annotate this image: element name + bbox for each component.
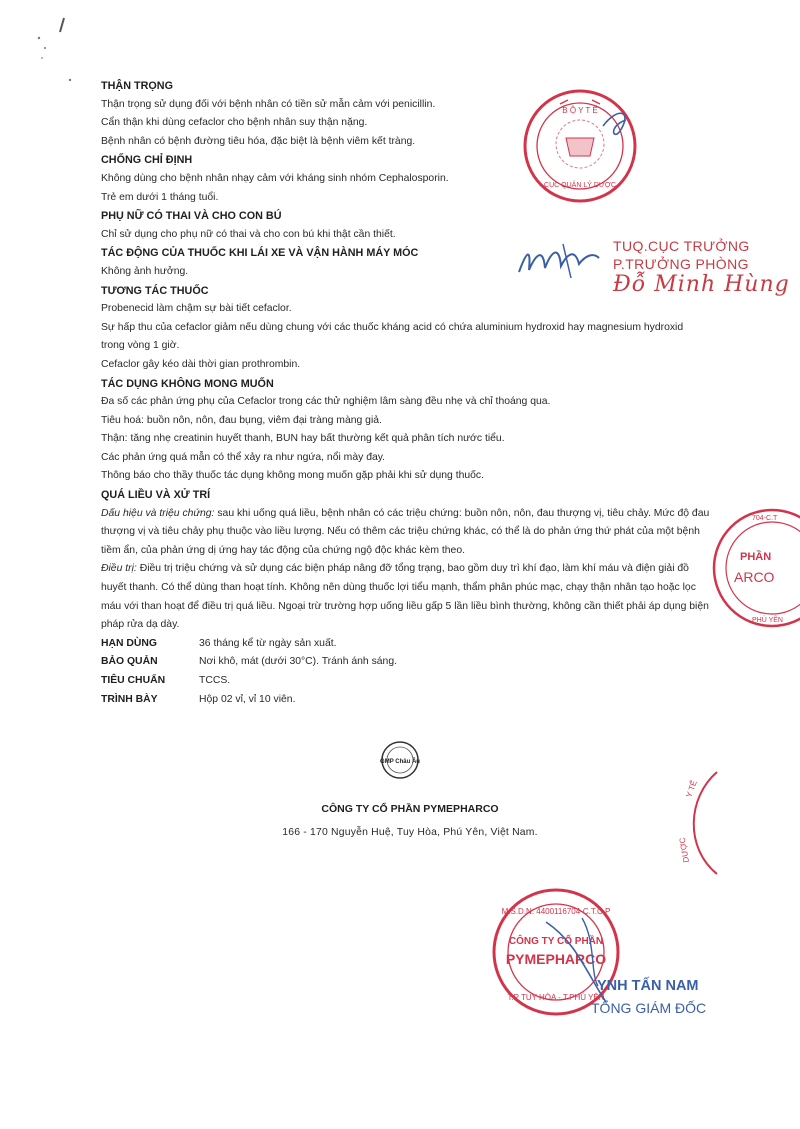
svg-text:PHÚ YÊN: PHÚ YÊN	[752, 617, 783, 624]
section-title-than-trong: THẬN TRỌNG	[101, 80, 173, 92]
section-title-chong-chi-dinh: CHỐNG CHỈ ĐỊNH	[101, 154, 193, 167]
overdose-treatment-label: Điều trị:	[101, 563, 137, 575]
text-line: Sự hấp thu của cefaclor giảm nếu dùng chung với các thuốc kháng acid có chứa aluminium hydroxid hay magnesium hydroxid	[101, 321, 684, 333]
section-title-tac-dung-phu: TÁC DỤNG KHÔNG MONG MUỐN	[101, 377, 274, 390]
property-value: 36 tháng kể từ ngày sản xuất.	[199, 637, 337, 649]
text-line: Probenecid làm chậm sự bài tiết cefaclor.	[101, 303, 292, 315]
approval-line1: TUQ.CỤC TRƯỞNG	[613, 238, 750, 254]
svg-text:Y TẾ: Y TẾ	[684, 779, 699, 799]
scan-specks	[34, 10, 84, 90]
property-label: BẢO QUẢN	[101, 656, 158, 668]
property-value: Hộp 02 vỉ, vỉ 10 viên.	[199, 693, 296, 705]
svg-text:ARCO: ARCO	[734, 569, 775, 585]
approval-name: Đỗ Minh Hùng	[613, 272, 790, 297]
svg-text:DƯỢC: DƯỢC	[677, 836, 691, 864]
overdose-signs-text: sau khi uống quá liều, bệnh nhân có các triệu chứng: buồn nôn, nôn, đau thượng vị, tiêu chảy. Mức độ đau thượng vị và tiêu chảy phụ thuộc vào liều lượng. Nếu có thêm các triệu chứng khác, có thể là do phản ứng thứ phát của một bệnh tiềm ẩn, của phản ứng dị ứng hay tác động của chứng ngộ độc khác kèm theo.	[101, 507, 710, 556]
director-name: YNH TẤN NAM	[597, 978, 699, 994]
partial-stamp-edge	[677, 768, 727, 878]
text-line: Cefaclor gây kéo dài thời gian prothrombin.	[101, 358, 301, 370]
text-line: Thận: tăng nhẹ creatinin huyết thanh, BUN hay bất thường kết quả phân tích nước tiểu.	[101, 433, 505, 445]
property-row	[101, 635, 713, 654]
svg-text:CÔNG TY CỔ PHẦN: CÔNG TY CỔ PHẦN	[508, 936, 604, 947]
text-line: Trẻ em dưới 1 tháng tuổi.	[101, 191, 219, 203]
company-address: 166 - 170 Nguyễn Huệ, Tuy Hòa, Phú Yên, Việt Nam.	[282, 827, 538, 838]
product-properties	[101, 635, 713, 709]
property-value: TCCS.	[199, 675, 231, 686]
text-line: Không ảnh hưởng.	[101, 265, 189, 277]
text-line: Các phản ứng quá mẫn có thể xảy ra như ngứa, nổi mày đay.	[101, 451, 386, 463]
svg-text:PYMEPHARCO: PYMEPHARCO	[505, 951, 607, 967]
svg-text:B Ộ Y T Ế: B Ộ Y T Ế	[562, 106, 598, 115]
property-row	[101, 691, 713, 710]
company-name: CÔNG TY CỔ PHẦN PYMEPHARCO	[321, 803, 499, 815]
text-line: Thận trọng sử dụng đối với bệnh nhân có tiền sử mẫn cảm với penicillin.	[101, 98, 436, 110]
property-row	[101, 672, 713, 691]
text-line: Tiêu hoá: buồn nôn, nôn, đau bụng, viêm đại tràng màng giả.	[101, 414, 382, 426]
property-value: Nơi khô, mát (dưới 30°C). Tránh ánh sáng.	[199, 656, 397, 668]
director-title: TỔNG GIÁM ĐỐC	[591, 1000, 707, 1016]
section-title-qua-lieu: QUÁ LIỀU VÀ XỬ TRÍ	[101, 489, 211, 502]
overdose-signs-label: Dấu hiệu và triệu chứng:	[101, 507, 215, 519]
svg-text:704-C.T: 704-C.T	[752, 515, 778, 522]
text-line: Cẩn thận khi dùng cefaclor cho bệnh nhân suy thận nặng.	[101, 117, 368, 129]
property-label: TIÊU CHUẨN	[101, 675, 166, 686]
text-line: Không dùng cho bệnh nhân nhạy cảm với kháng sinh nhóm Cephalosporin.	[101, 172, 449, 184]
property-row	[101, 653, 713, 672]
section-title-lai-xe: TÁC ĐỘNG CỦA THUỐC KHI LÁI XE VÀ VẬN HÀNH MÁY MÓC	[101, 247, 419, 260]
property-label: TRÌNH BÀY	[101, 693, 158, 705]
svg-text:M.S.D.N: 4400116704-C.T.C.P: M.S.D.N: 4400116704-C.T.C.P	[501, 907, 611, 916]
text-line: Đa số các phản ứng phụ của Cefaclor trong các thử nghiệm lâm sàng đều nhẹ và chỉ thoáng qua.	[101, 396, 551, 408]
property-label: HẠN DÙNG	[101, 637, 157, 649]
text-line: trong vòng 1 giờ.	[101, 340, 180, 352]
svg-text:CỤC QUẢN LÝ DƯỢC: CỤC QUẢN LÝ DƯỢC	[544, 182, 616, 189]
overdose-treatment-paragraph	[101, 560, 713, 634]
gmp-logo-icon	[380, 740, 420, 780]
svg-text:T.P TUY HÒA - T.PHÚ YÊN: T.P TUY HÒA - T.PHÚ YÊN	[507, 993, 605, 1002]
leaflet-content	[101, 77, 713, 709]
svg-text:PHẦN: PHẦN	[740, 551, 772, 563]
company-stamp-partial	[712, 498, 800, 638]
director-block	[591, 975, 706, 1019]
gmp-logo-text: GMP Châu Âu	[380, 759, 420, 765]
section-title-phu-nu: PHỤ NỮ CÓ THAI VÀ CHO CON BÚ	[101, 210, 282, 223]
overdose-signs-paragraph	[101, 505, 713, 561]
text-line: Chỉ sử dụng cho phụ nữ có thai và cho con bú khi thật cần thiết.	[101, 228, 396, 240]
approval-line2: P.TRƯỞNG PHÒNG	[613, 256, 749, 272]
text-line: Bệnh nhân có bệnh đường tiêu hóa, đặc biệt là bệnh viêm kết tràng.	[101, 135, 416, 147]
overdose-treatment-text: Điều trị triệu chứng và sử dụng các biện pháp nâng đỡ tổng trạng, bao gồm duy trì khí đạo, làm khí máu và điện giải đồ huyết thanh. Có thể dùng than hoạt tính. Không nên dùng thuốc lợi tiểu mạnh, thẩm phân phúc mạc, chạy thận nhân tạo hoặc lọc máu với than hoạt để điều trị quá liều. Ngoại trừ trường hợp uống liều gấp 5 lần liều bình thường, không cần thiết phải áp dụng biện pháp rửa dạ dày.	[101, 563, 709, 631]
text-line: Thông báo cho thầy thuốc tác dụng không mong muốn gặp phải khi sử dụng thuốc.	[101, 470, 485, 482]
section-title-tuong-tac: TƯƠNG TÁC THUỐC	[101, 284, 209, 297]
